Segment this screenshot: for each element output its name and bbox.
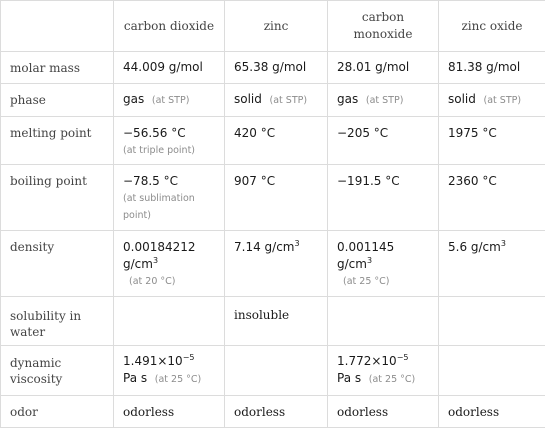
density-co2-note: (at 20 °C) xyxy=(129,276,176,287)
label-molar-mass: molar mass xyxy=(1,52,114,84)
density-co-note: (at 25 °C) xyxy=(343,276,390,287)
phase-zinc-note: (at STP) xyxy=(269,95,308,106)
viscosity-co2-times: × xyxy=(157,354,168,368)
label-phase: phase xyxy=(1,84,114,117)
row-density xyxy=(1,231,545,297)
density-zinc xyxy=(225,231,328,297)
viscosity-co-base: 10 xyxy=(381,354,397,368)
solubility-co xyxy=(328,297,439,346)
boiling-point-zinc: 907 °C xyxy=(225,165,328,231)
header-carbon-dioxide: carbon dioxide xyxy=(114,1,225,52)
label-viscosity-line2: viscosity xyxy=(10,371,63,386)
row-phase xyxy=(1,84,545,117)
melting-point-zno: 1975 °C xyxy=(439,117,545,165)
molar-mass-co2: 44.009 g/mol xyxy=(114,52,225,84)
phase-zinc xyxy=(225,84,328,117)
viscosity-co2-mantissa: 1.491 xyxy=(123,354,158,368)
boiling-point-co2-note-line1: (at sublimation xyxy=(123,193,195,204)
density-co2 xyxy=(114,231,225,297)
row-molar-mass xyxy=(1,52,545,84)
viscosity-co-note: (at 25 °C) xyxy=(368,374,416,385)
label-odor: odor xyxy=(1,396,114,428)
melting-point-co2-value: −56.56 °C xyxy=(123,126,186,140)
label-solubility-line2: water xyxy=(10,325,46,339)
molar-mass-zno: 81.38 g/mol xyxy=(439,52,545,84)
density-co xyxy=(328,231,439,297)
boiling-point-co2-value: −78.5 °C xyxy=(123,174,178,188)
viscosity-co xyxy=(328,346,439,396)
label-viscosity-line1: dynamic xyxy=(10,355,62,370)
density-zno-value: 5.6 g/cm xyxy=(448,240,501,254)
boiling-point-co2-note-line2: point) xyxy=(123,210,151,221)
odor-zno: odorless xyxy=(439,396,545,428)
viscosity-zinc xyxy=(225,346,328,396)
odor-co: odorless xyxy=(328,396,439,428)
label-solubility xyxy=(1,297,114,346)
header-row xyxy=(1,1,545,52)
density-co-unit: g/cm xyxy=(337,257,367,271)
boiling-point-co: −191.5 °C xyxy=(328,165,439,231)
phase-co-value: gas xyxy=(337,92,359,106)
density-co2-exp: 3 xyxy=(152,256,159,265)
solubility-zno xyxy=(439,297,545,346)
melting-point-co2-note: (at triple point) xyxy=(123,145,196,156)
header-blank xyxy=(1,1,114,52)
row-melting-point xyxy=(1,117,545,165)
header-zinc: zinc xyxy=(225,1,328,52)
viscosity-co2-base: 10 xyxy=(167,354,183,368)
viscosity-zno xyxy=(439,346,545,396)
row-odor xyxy=(1,396,545,428)
viscosity-co2-note: (at 25 °C) xyxy=(154,374,202,385)
density-zno xyxy=(439,231,545,297)
viscosity-co-exp: −5 xyxy=(396,353,409,362)
row-viscosity xyxy=(1,346,545,396)
viscosity-co2-unit: Pa s xyxy=(123,371,148,385)
melting-point-co2 xyxy=(114,117,225,165)
phase-co2 xyxy=(114,84,225,117)
solubility-zinc: insoluble xyxy=(225,297,328,346)
density-zinc-value: 7.14 g/cm xyxy=(234,240,295,254)
boiling-point-co2 xyxy=(114,165,225,231)
row-solubility xyxy=(1,297,545,346)
melting-point-zinc: 420 °C xyxy=(225,117,328,165)
boiling-point-zno: 2360 °C xyxy=(439,165,545,231)
phase-zno-value: solid xyxy=(448,92,476,106)
molar-mass-zinc: 65.38 g/mol xyxy=(225,52,328,84)
viscosity-co-mantissa: 1.772 xyxy=(337,354,372,368)
phase-co xyxy=(328,84,439,117)
odor-zinc: odorless xyxy=(225,396,328,428)
header-zinc-oxide: zinc oxide xyxy=(439,1,545,52)
label-melting-point: melting point xyxy=(1,117,114,165)
density-zno-exp: 3 xyxy=(500,239,506,248)
phase-co-note: (at STP) xyxy=(365,95,404,106)
solubility-co2 xyxy=(114,297,225,346)
melting-point-co: −205 °C xyxy=(328,117,439,165)
phase-co2-note: (at STP) xyxy=(151,95,190,106)
density-co-exp: 3 xyxy=(366,256,373,265)
odor-co2: odorless xyxy=(114,396,225,428)
row-boiling-point xyxy=(1,165,545,231)
viscosity-co2-exp: −5 xyxy=(182,353,195,362)
density-co-value: 0.001145 xyxy=(337,240,395,254)
phase-zinc-value: solid xyxy=(234,92,262,106)
header-carbon-monoxide: carbon monoxide xyxy=(328,1,439,52)
density-co2-unit: g/cm xyxy=(123,257,153,271)
label-boiling-point: boiling point xyxy=(1,165,114,231)
label-viscosity xyxy=(1,346,114,396)
viscosity-co2 xyxy=(114,346,225,396)
phase-zno-note: (at STP) xyxy=(483,95,522,106)
viscosity-co-times: × xyxy=(371,354,382,368)
phase-zno xyxy=(439,84,545,117)
density-zinc-exp: 3 xyxy=(294,239,300,248)
phase-co2-value: gas xyxy=(123,92,145,106)
label-solubility-line1: solubility in xyxy=(10,309,82,323)
density-co2-value: 0.00184212 xyxy=(123,240,196,254)
molar-mass-co: 28.01 g/mol xyxy=(328,52,439,84)
viscosity-co-unit: Pa s xyxy=(337,371,362,385)
label-density: density xyxy=(1,231,114,297)
